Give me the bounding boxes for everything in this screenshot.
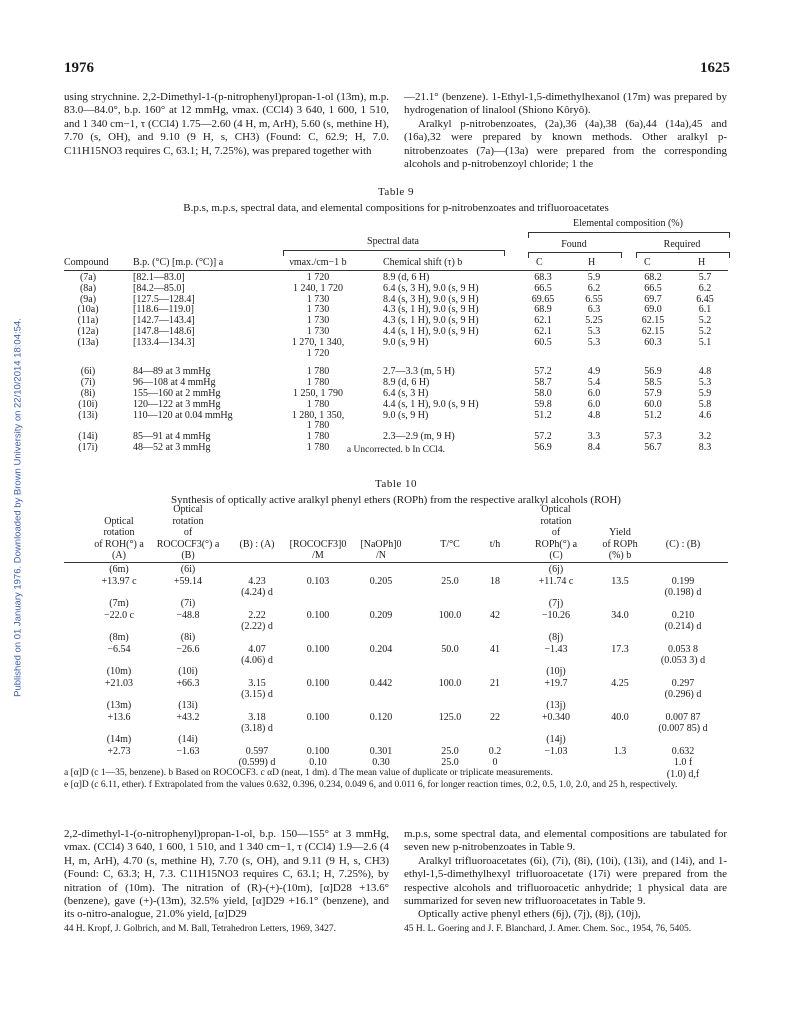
footnote-45: 45 H. L. Goering and J. F. Blanchard, J. Amer. Chem. Soc., 1954, 76, 5405. <box>404 923 692 934</box>
table9-cell-rh: 5.7 <box>698 272 712 283</box>
table10-header-yield: of ROPh <box>602 538 638 550</box>
table9-col-found-h: H <box>588 257 596 268</box>
table10-cell-rotation-a: +2.73 <box>107 745 131 757</box>
table9-cell-shift: 4.3 (s, 1 H), 9.0 (s, 9 H) <box>383 304 479 316</box>
table9-cell-fh: 6.55 <box>585 293 603 305</box>
table10-header-optical-rotation-roh: Optical <box>104 515 134 527</box>
top-right-text-1: —21.1° (benzene). 1-Ethyl-1,5-dimethylhexanol (17m) was prepared by hydrogenation of linalool (Shiono Kôryô). <box>404 91 727 117</box>
table10-cell-rotation-c: −1.43 <box>544 643 568 655</box>
table9-cell-rc: 58.5 <box>644 377 662 389</box>
table10-header-time: t/h <box>489 538 501 550</box>
table10-cell-c-over-b: 0.297 <box>671 677 695 689</box>
table10-cell-naoph-conc: 0.205 <box>369 575 393 587</box>
table10-cell-rotation-a: +21.03 <box>104 677 134 689</box>
table10-cell-rotation-c: +11.74 c <box>538 575 574 587</box>
bottom-right-paragraphs <box>404 828 727 935</box>
table10-cell-rococf3-compound: (8i) <box>180 632 196 643</box>
table10-cell-b-over-a-mean: (3.15) d <box>241 689 273 700</box>
table9-cell-shift: 4.3 (s, 1 H), 9.0 (s, 9 H) <box>383 315 479 327</box>
table10-cell-temperature: 125.0 <box>438 711 462 723</box>
table9-cell-nu: 1 780 <box>306 366 330 378</box>
table10-cell-b-over-a: 3.18 <box>248 711 266 723</box>
table9-cell-bp: [142.7—143.4] <box>133 315 195 327</box>
table10-cell-rotation-a: +13.97 c <box>101 575 137 587</box>
table10-cell-time: 21 <box>490 677 500 689</box>
table10-cell-c-over-b-mean: (0.007 85) d <box>658 723 708 734</box>
table10-cell-time: 41 <box>490 643 500 655</box>
table10-cell-c-over-b: 0.632 <box>671 745 695 757</box>
table9-cell-bp: 48—52 at 3 mmHg <box>133 442 211 453</box>
table9-cell-c: (10i) <box>78 398 98 410</box>
footnote-44: 44 H. Kropf, J. Golbrich, and M. Ball, Tetrahedron Letters, 1969, 3427. <box>64 923 336 934</box>
table10-cell-rotation-c: +19.7 <box>544 677 568 689</box>
table10-cell-naoph-conc: 0.209 <box>369 609 393 621</box>
table10-cell-c-over-b: 0.053 8 <box>668 643 698 655</box>
table9-cell-shift: 9.0 (s, 9 H) <box>383 409 429 421</box>
table10-cell-naoph-conc: 0.442 <box>369 677 393 689</box>
table9-cell-rh: 5.2 <box>698 315 712 327</box>
table10-cell-temperature-2: 25.0 <box>441 757 459 768</box>
table10-cell-rotation-b: +66.3 <box>176 677 200 689</box>
table9-cell-c: (13i) <box>78 409 98 421</box>
table10-cell-roh-compound: (7m) <box>109 598 129 609</box>
table9-cell-fh: 3.3 <box>587 431 601 443</box>
table9-cell-bp: 155—160 at 2 mmHg <box>133 388 221 399</box>
table9-cell-shift: 2.3—2.9 (m, 9 H) <box>383 431 455 443</box>
table9-cell-nu: 1 720 <box>306 347 330 359</box>
table9-cell-rc: 57.3 <box>644 431 662 443</box>
table10-cell-b-over-a-mean: (4.24) d <box>241 587 273 598</box>
table10-cell-yield: 4.25 <box>611 677 629 689</box>
table10-cell-rococf3-compound: (7i) <box>180 598 196 609</box>
table10-cell-roh-compound: (14m) <box>106 734 132 745</box>
table10-cell-c-over-b-mean: (0.198) d <box>664 587 702 598</box>
table10-cell-b-over-a: 4.23 <box>248 575 266 587</box>
table10-cell-rotation-a: −22.0 c <box>103 609 135 621</box>
table10-cell-rotation-c: +0.340 <box>541 711 571 723</box>
table10-header-optical-rotation-roph: of <box>551 527 561 538</box>
table9-cell-rh: 6.1 <box>698 304 712 316</box>
table10-cell-rococf3-compound: (6i) <box>180 564 196 575</box>
table10-cell-c-over-b-mean: 1.0 f <box>673 757 693 768</box>
table10-cell-c-over-b-mean: (0.214) d <box>664 621 702 632</box>
table9-spectral-header: Spectral data <box>367 236 419 247</box>
table10-cell-rotation-c: −1.03 <box>544 745 568 757</box>
table10-cell-temperature: 25.0 <box>441 575 459 587</box>
table9-cell-fh: 8.4 <box>587 442 601 453</box>
table9-elemental-header: Elemental composition (%) <box>573 218 683 229</box>
table9-found-header: Found <box>561 239 587 250</box>
table9-cell-fc: 58.7 <box>534 377 552 389</box>
table10-header-yield: (%) b <box>608 550 632 561</box>
table9-cell-fh: 5.3 <box>587 336 601 348</box>
table10-cell-time: 18 <box>490 575 500 587</box>
table10-header-optical-rotation-rococf3: rotation <box>172 515 204 527</box>
table10-cell-roh-compound: (8m) <box>109 632 129 643</box>
table10-header-yield: Yield <box>609 527 631 538</box>
table10-header-optical-rotation-roph: Optical <box>541 504 571 515</box>
table9-cell-fh: 6.3 <box>587 304 601 316</box>
table9-cell-fh: 6.0 <box>587 398 601 410</box>
table10-cell-rococf3-compound: (10i) <box>178 666 198 677</box>
table9-cell-nu: 1 730 <box>306 315 330 327</box>
table9-cell-rh: 4.8 <box>698 366 712 378</box>
table10-cell-roh-compound: (10m) <box>106 666 132 677</box>
table10-cell-temperature: 100.0 <box>438 609 462 621</box>
table10-cell-roh-compound: (6m) <box>109 564 129 575</box>
bottom-right-text-1: m.p.s, some spectral data, and elemental compositions are tabulated for seven new p-nitrobenzoates in Table 9. <box>404 828 727 854</box>
table9-cell-c: (8a) <box>79 282 97 294</box>
table9-cell-fh: 4.9 <box>587 366 601 378</box>
table9-title: B.p.s, m.p.s, spectral data, and elemental compositions for p-nitrobenzoates and trifluoroacetates <box>183 202 609 214</box>
top-left-text: using strychnine. 2,2-Dimethyl-1-(p-nitrophenyl)propan-1-ol (13m), m.p. 83.0—84.0°, b.p. 160° at 12 mmHg, νmax. (CCl4) 3 640, 1 600, 1 510, and 1 340 cm−1, τ (CCl4) 1.75—2.60 (4 H, m, ArH), 5.60 (s, methine H), 7.70 (s, OH), and 9.10 (9 H, s, CH3) (Found: C, 62.9; H, 7.0. C11H15NO3 requires C, 63.1; H, 7.25%), was prepared together with <box>64 91 390 157</box>
table10-cell-c-over-b-mean: (0.053 3) d <box>660 655 706 666</box>
table9-cell-rc: 60.3 <box>644 336 662 348</box>
table9-cell-rh: 5.2 <box>698 326 712 337</box>
table9-cell-bp: 120—122 at 3 mmHg <box>133 398 221 410</box>
table10-cell-b-over-a: 2.22 <box>248 609 266 621</box>
table9-cell-rh: 5.9 <box>698 388 712 399</box>
table9-cell-fc: 68.3 <box>534 272 552 283</box>
table9-cell-nu: 1 780 <box>306 431 330 443</box>
table9-col-required-h: H <box>698 257 706 268</box>
table9-cell-c: (17i) <box>78 442 98 453</box>
table9-cell-bp: [82.1—83.0] <box>133 272 185 283</box>
table10-label: Table 10 <box>374 478 418 490</box>
table10-cell-roph-compound: (13j) <box>546 700 566 711</box>
table9-cell-nu: 1 730 <box>306 304 330 316</box>
table9-cell-rc: 51.2 <box>644 409 662 421</box>
table9-cell-rh: 6.45 <box>696 293 714 305</box>
table10-header-rule <box>64 562 728 563</box>
table9-cell-rh: 5.3 <box>698 377 712 389</box>
table9-cell-rh: 5.8 <box>698 398 712 410</box>
table10-header-optical-rotation-rococf3: ROCOCF3(°) a <box>156 538 220 550</box>
table9-label: Table 9 <box>377 186 415 198</box>
table9-required-header: Required <box>663 239 701 250</box>
table9-cell-bp: [118.6—119.0] <box>133 304 194 316</box>
table10-cell-temperature: 25.0 <box>441 745 459 757</box>
table9-cell-rh: 8.3 <box>698 442 712 453</box>
table9-elemental-bracket <box>528 232 730 238</box>
table9-cell-bp: [133.4—134.3] <box>133 336 195 348</box>
table10-header-optical-rotation-roh: of ROH(°) a <box>94 538 144 550</box>
table10-header-c-over-b: (C) : (B) <box>665 538 701 550</box>
table9-cell-rc: 69.7 <box>644 293 662 305</box>
table10-cell-rotation-b: +43.2 <box>176 711 200 723</box>
table9-cell-rc: 62.15 <box>641 315 665 327</box>
table10-cell-time: 42 <box>490 609 500 621</box>
table9-cell-nu: 1 240, 1 720 <box>293 282 343 294</box>
table9-col-shift: Chemical shift (τ) b <box>383 257 463 268</box>
table9-cell-rh: 6.2 <box>698 282 712 294</box>
table9-col-compound: Compound <box>64 257 109 268</box>
table9-cell-nu: 1 780 <box>306 377 330 389</box>
table9-cell-c: (11a) <box>77 315 99 327</box>
table9-cell-c: (14i) <box>78 431 98 443</box>
table10-cell-b-over-a: 0.597 <box>245 745 269 757</box>
table10-footnote-2: e [α]D (c 6.11, ether). f Extrapolated from the values 0.632, 0.396, 0.234, 0.049 6, and 0.011 6, for longer reaction times, 0.2, 0.5, 1.0, 2.0, and 25 h, respectively. <box>64 779 678 790</box>
table9-cell-rc: 66.5 <box>644 282 662 294</box>
table10-cell-rococf3-conc: 0.100 <box>306 711 330 723</box>
table10-header-optical-rotation-rococf3: of <box>183 527 193 538</box>
table10-cell-time-2: 0 <box>492 757 498 768</box>
table9-header-rule <box>64 270 728 271</box>
table10-cell-c-over-b: 0.199 <box>671 575 695 587</box>
table9-cell-nu: 1 730 <box>306 326 330 337</box>
table10-cell-b-over-a-mean: (0.599) d <box>238 757 276 768</box>
table10-cell-b-over-a: 4.07 <box>248 643 266 655</box>
table9-cell-rc: 56.7 <box>644 442 662 453</box>
table9-cell-fh: 6.0 <box>587 388 601 399</box>
provenance-sidebar[interactable]: Published on 01 January 1976. Downloaded by Brown University on 22/10/2014 18:04:54. <box>12 318 24 697</box>
bottom-right-text-2: Aralkyl trifluoroacetates (6i), (7i), (8i), (10i), (13i), and (14i), and 1-ethyl-1,5-dimethylhexyl trifluoroacetate (17i) were prepared from the respective alcohols and trifluoroacetic anhydride; 1 physical data are summarized for seven new trifluoroacetates in Table 9. <box>404 854 727 908</box>
table10-header-optical-rotation-roh: (A) <box>112 550 126 561</box>
table10-cell-c-over-b: 0.007 87 <box>665 711 701 723</box>
table10-cell-c-over-b-extrapolated: (1.0) d,f <box>666 768 700 780</box>
table10-cell-rotation-b: −1.63 <box>176 745 200 757</box>
table10-header-rococf3: [ROCOCF3]0 <box>289 538 347 550</box>
table10-cell-rotation-a: −6.54 <box>107 643 131 655</box>
table9-spectral-bracket <box>283 250 505 256</box>
table10-cell-time: 22 <box>490 711 500 723</box>
table10-footnotes <box>64 768 728 791</box>
table9-cell-fc: 66.5 <box>534 282 552 294</box>
table10-cell-rococf3-conc-2: 0.10 <box>309 757 327 768</box>
table10-cell-naoph-conc-2: 0.30 <box>372 757 390 768</box>
table10-cell-yield: 34.0 <box>611 609 629 621</box>
table10-cell-yield: 17.3 <box>611 643 629 655</box>
table9-cell-c: (12a) <box>77 326 99 337</box>
table9-col-bp: B.p. (°C) [m.p. (°C)] a <box>133 257 224 268</box>
table10-header-optical-rotation-roph: (C) <box>549 550 563 561</box>
top-right-paragraphs <box>404 91 727 171</box>
bottom-left-text: 2,2-dimethyl-1-(o-nitrophenyl)propan-1-ol, b.p. 150—155° at 3 mmHg, νmax. (CCl4) 3 640, 1 600, 1 510, and 1 340 cm−1, τ (CCl4) 1.9—2.6 (4 H, m, ArH), 4.70 (s, methine H), 7.70 (s, OH), and 9.11 (9 H, s, CH3) (Found: C, 63.3; H, 7.3. C11H15NO3 requires C, 63.1; H, 7.25%), by nitration of (10m). The nitration of (R)-(+)-(10m), [α]D28 +13.6° (benzene), gave (+)-(13m), 32.5% yield, [α]D29 +16.1° (benzene), and its o-nitro-analogue, 21.0% yield, [α]D29 <box>64 828 389 921</box>
table9-cell-nu: 1 720 <box>306 272 330 283</box>
table10-cell-c-over-b: 0.210 <box>671 609 695 621</box>
table9-cell-nu: 1 780 <box>306 398 330 410</box>
table10-cell-yield: 40.0 <box>611 711 629 723</box>
table10-cell-rococf3-conc: 0.100 <box>306 609 330 621</box>
table9-col-found-c: C <box>536 257 543 268</box>
table10-cell-c-over-b-mean: (0.296) d <box>664 689 702 700</box>
table9-cell-fh: 6.2 <box>587 282 601 294</box>
table9-cell-bp: 96—108 at 4 mmHg <box>133 377 216 389</box>
table9-cell-shift: 4.4 (s, 1 H), 9.0 (s, 9 H) <box>383 398 479 410</box>
table10-cell-rotation-b: −26.6 <box>176 643 200 655</box>
table10-cell-yield: 1.3 <box>613 745 627 757</box>
table9-cell-c: (9a) <box>79 293 97 305</box>
table10-cell-temperature: 50.0 <box>441 643 459 655</box>
table10-cell-rococf3-conc: 0.100 <box>306 643 330 655</box>
table9-cell-fc: 51.2 <box>534 409 552 421</box>
table9-cell-rc: 57.9 <box>644 388 662 399</box>
table9-cell-shift: 9.0 (s, 9 H) <box>383 336 429 348</box>
table10-cell-temperature: 100.0 <box>438 677 462 689</box>
journal-year: 1976 <box>64 60 94 76</box>
table10-header-optical-rotation-rococf3: Optical <box>173 504 203 515</box>
table9-cell-bp: 85—91 at 4 mmHg <box>133 431 211 443</box>
table9-cell-bp: [147.8—148.6] <box>133 326 195 337</box>
table9-cell-bp: [84.2—85.0] <box>133 282 185 294</box>
table9-cell-fc: 57.2 <box>534 366 552 378</box>
table10-cell-rotation-c: −10.26 <box>541 609 571 621</box>
table10-cell-b-over-a-mean: (3.18) d <box>241 723 273 734</box>
table9-cell-rc: 60.0 <box>644 398 662 410</box>
table10-cell-rococf3-conc: 0.100 <box>306 677 330 689</box>
table10-header-optical-rotation-rococf3: (B) <box>181 550 195 561</box>
table9-cell-fc: 56.9 <box>534 442 552 453</box>
table9-cell-c: (10a) <box>77 304 99 316</box>
table9-cell-fh: 5.4 <box>587 377 601 389</box>
table10-cell-roph-compound: (14j) <box>546 734 566 745</box>
table9-col-nu: νmax./cm−1 b <box>289 257 347 268</box>
table10-cell-rococf3-compound: (13i) <box>178 700 198 711</box>
table9-cell-shift: 8.9 (d, 6 H) <box>383 377 430 389</box>
table10-header-rococf3-unit: /M <box>312 550 324 561</box>
table10-cell-rococf3-compound: (14i) <box>178 734 198 745</box>
table10-cell-rotation-b: +59.14 <box>173 575 203 587</box>
top-left-paragraph <box>64 91 389 158</box>
table9-cell-nu: 1 730 <box>306 293 330 305</box>
table9-cell-rh: 5.1 <box>698 336 712 348</box>
table9-cell-rh: 3.2 <box>698 431 712 443</box>
table9-cell-nu: 1 780 <box>306 442 330 453</box>
table10-cell-b-over-a: 3.15 <box>248 677 266 689</box>
table9-cell-rc: 68.2 <box>644 272 662 283</box>
table10-cell-rococf3-conc: 0.100 <box>306 745 330 757</box>
table10-header-b-over-a: (B) : (A) <box>239 538 275 550</box>
table10-header-optical-rotation-roph: rotation <box>540 515 572 527</box>
table9-cell-rh: 4.6 <box>698 409 712 421</box>
table10-header-temperature: T/°C <box>440 538 460 550</box>
bottom-right-text-3: Optically active phenyl ethers (6j), (7j), (8j), (10j), <box>418 908 641 921</box>
table9-cell-fc: 62.1 <box>534 326 552 337</box>
table10-title: Synthesis of optically active aralkyl phenyl ethers (ROPh) from the respective aralkyl alcohols (ROH) <box>171 494 621 506</box>
table10-cell-naoph-conc: 0.301 <box>369 745 393 757</box>
table10-cell-naoph-conc: 0.120 <box>369 711 393 723</box>
table9-cell-shift: 2.7—3.3 (m, 5 H) <box>383 366 455 378</box>
table9-cell-c: (13a) <box>77 336 99 348</box>
table9-cell-fc: 58.0 <box>534 388 552 399</box>
table9-cell-fc: 62.1 <box>534 315 552 327</box>
table10-cell-roph-compound: (6j) <box>548 564 564 575</box>
table9-cell-shift: 6.4 (s, 3 H) <box>383 388 429 399</box>
table10-cell-rotation-b: −48.8 <box>176 609 200 621</box>
table10-cell-naoph-conc: 0.204 <box>369 643 393 655</box>
table10-cell-b-over-a-mean: (4.06) d <box>241 655 273 666</box>
table10-cell-roph-compound: (8j) <box>548 632 564 643</box>
table9-cell-nu: 1 250, 1 790 <box>293 388 343 399</box>
table9-cell-nu: 1 270, 1 340, <box>291 336 345 348</box>
table9-cell-fh: 5.9 <box>587 272 601 283</box>
table9-cell-rc: 62.15 <box>641 326 665 337</box>
table10-header-optical-rotation-roph: ROPh(°) a <box>534 538 578 550</box>
table9-cell-nu: 1 780 <box>306 420 330 432</box>
table9-cell-shift: 4.4 (s, 1 H), 9.0 (s, 9 H) <box>383 326 479 337</box>
table9-cell-rc: 69.0 <box>644 304 662 316</box>
table10-cell-yield: 13.5 <box>611 575 629 587</box>
table9-cell-fc: 69.65 <box>531 293 555 305</box>
table10-cell-roph-compound: (7j) <box>548 598 564 609</box>
table9-cell-shift: 6.4 (s, 3 H), 9.0 (s, 9 H) <box>383 282 479 294</box>
table9-cell-c: (8i) <box>80 388 96 399</box>
table9-cell-rc: 56.9 <box>644 366 662 378</box>
table10-header-naoph-unit: /N <box>376 550 386 561</box>
table10-header-optical-rotation-roh: rotation <box>103 527 135 538</box>
table9-cell-fh: 5.25 <box>585 315 603 327</box>
table9-col-required-c: C <box>644 257 651 268</box>
table9-cell-fh: 4.8 <box>587 409 601 421</box>
table9-cell-fc: 68.9 <box>534 304 552 316</box>
table10-header-naoph: [NaOPh]0 <box>360 538 402 550</box>
table10-footnote-1: a [α]D (c 1—35, benzene). b Based on ROCOCF3. c αD (neat, 1 dm). d The mean value of duplicate or triplicate measurements. <box>64 768 553 778</box>
table10-cell-time: 0.2 <box>488 745 502 757</box>
top-right-text-2: Aralkyl p-nitrobenzoates, (2a),36 (4a),38 (6a),44 (14a),45 and (16a),32 were prepared by known methods. Other aralkyl p-nitrobenzoates (7a)—(13a) were prepared from the corresponding alcohols and p-nitrobenzoyl chloride; 1 the <box>404 117 727 171</box>
table10-cell-rotation-a: +13.6 <box>107 711 131 723</box>
page-number: 1625 <box>700 60 730 76</box>
table9-footnote: a Uncorrected. b In CCl4. <box>346 445 446 455</box>
table10-cell-rococf3-conc: 0.103 <box>306 575 330 587</box>
table9-cell-shift: 8.9 (d, 6 H) <box>383 272 430 283</box>
table10-cell-b-over-a-mean: (2.22) d <box>241 621 273 632</box>
table9-cell-fc: 60.5 <box>534 336 552 348</box>
table10-cell-roh-compound: (13m) <box>106 700 132 711</box>
table9-cell-bp: [127.5—128.4] <box>133 293 195 305</box>
table9-cell-fc: 57.2 <box>534 431 552 443</box>
table9-cell-bp: 110—120 at 0.04 mmHg <box>133 409 233 421</box>
table9-cell-c: (7a) <box>79 272 97 283</box>
table9-cell-c: (7i) <box>80 377 96 389</box>
table9-cell-c: (6i) <box>80 366 96 378</box>
table9-cell-fh: 5.3 <box>587 326 601 337</box>
table10-cell-roph-compound: (10j) <box>546 666 566 677</box>
table9-cell-fc: 59.8 <box>534 398 552 410</box>
table9-cell-nu: 1 280, 1 350, <box>291 409 345 421</box>
bottom-left-paragraph <box>64 828 389 935</box>
table9-cell-shift: 8.4 (s, 3 H), 9.0 (s, 9 H) <box>383 293 479 305</box>
table9-cell-bp: 84—89 at 3 mmHg <box>133 366 211 378</box>
